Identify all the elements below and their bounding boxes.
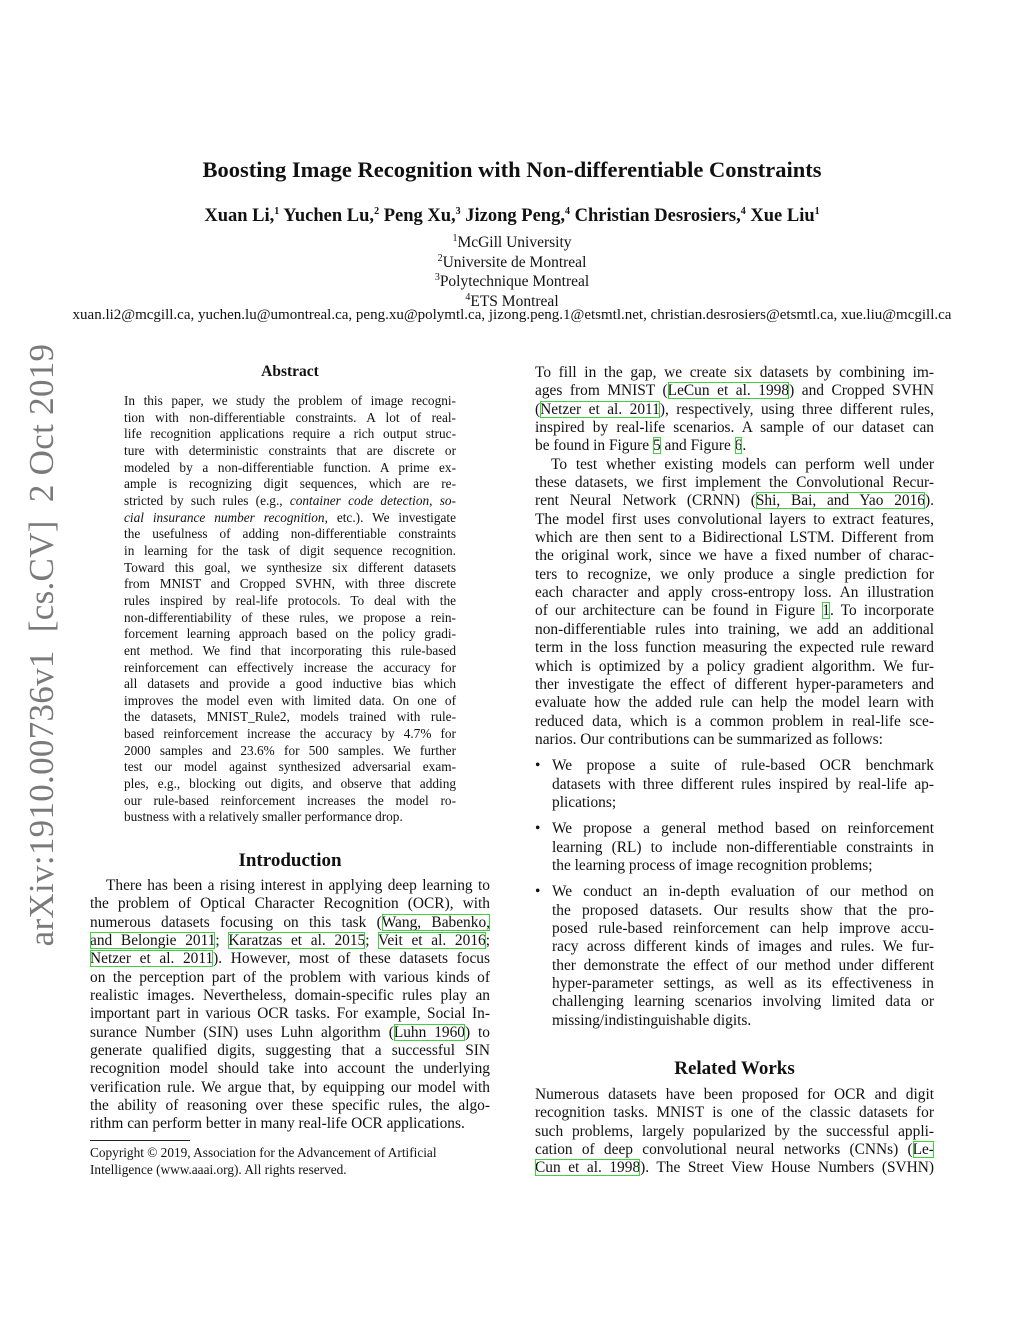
text-run: from MNIST and Cropped SVHN, with three discrete xyxy=(124,576,456,592)
text-run: stricted by such rules (e.g., xyxy=(124,492,290,508)
text-run: in learning for the task of digit sequence recognition. xyxy=(124,542,456,558)
text-run: datasets with three different rules inspired by real-life ap- xyxy=(552,775,934,793)
author-emails: xuan.li2@mcgill.ca, yuchen.lu@umontreal.ca, peng.xu@polymtl.ca, jizong.peng.1@etsmtl.net, christian.desrosiers@etsmtl.ca, xue.liu@mcgill.ca xyxy=(72,307,952,323)
text-run: life recognition applications require a rich output struc- xyxy=(124,426,456,442)
citation-link[interactable]: 5 xyxy=(652,437,661,455)
text-run: In this paper, we study the problem of image recogni- xyxy=(124,393,456,408)
affiliation-mark: 3 xyxy=(434,272,440,283)
text-run: on the perception part of the problem with various kinds of xyxy=(90,968,490,986)
footnote-rule xyxy=(90,1140,190,1141)
text-line xyxy=(535,602,934,620)
text-run: rent Neural Network (CRNN) ( xyxy=(535,492,756,510)
text-run: ) to xyxy=(465,1023,490,1041)
citation-link[interactable]: Le- xyxy=(912,1141,934,1159)
text-line xyxy=(90,895,490,913)
citation-link[interactable]: Shi, Bai, and Yao 2016 xyxy=(755,492,925,510)
text-line xyxy=(124,809,456,826)
text-line xyxy=(90,1060,490,1078)
text-run: We propose a suite of rule-based OCR benchmark xyxy=(552,757,934,775)
text-line xyxy=(124,793,456,810)
text-run: ; xyxy=(365,932,378,950)
text-run: ). However, most of these datasets focus xyxy=(213,950,490,968)
text-line xyxy=(535,419,934,437)
text-line xyxy=(90,877,490,895)
text-line xyxy=(124,643,456,660)
text-run: tion with non-differentiable constraints. A lot of real- xyxy=(124,409,456,425)
citation-link[interactable]: LeCun et al. 1998 xyxy=(667,382,790,400)
text-run: evaluate how the added rule can help the model learn with xyxy=(535,694,934,712)
text-line xyxy=(535,1104,934,1122)
text-line xyxy=(535,676,934,694)
related-works-heading: Related Works xyxy=(674,1058,795,1079)
text-run: cation of deep convolutional neural networks (CNNs) ( xyxy=(535,1141,913,1159)
text-line xyxy=(535,658,934,676)
text-run: be found in Figure xyxy=(535,437,653,455)
contribution-item xyxy=(535,820,934,875)
text-line xyxy=(124,776,456,793)
text-run: and Figure xyxy=(660,437,735,455)
text-line xyxy=(90,1144,490,1161)
text-run: modeled by a non-differentiable function. A prime ex- xyxy=(124,459,456,475)
text-run: ther demonstrate the effect of our method under different xyxy=(552,956,934,974)
affiliation-name: Polytechnique Montreal xyxy=(439,273,590,291)
affiliation-name: Universite de Montreal xyxy=(442,253,587,271)
text-run: non-differentiability of these rules, we propose a rein- xyxy=(124,609,456,625)
text-run: ) and Cropped SVHN xyxy=(789,382,934,400)
affiliation-mark: 4 xyxy=(564,206,570,217)
text-run: forcement learning approach based on the policy gradi- xyxy=(124,626,456,642)
text-run: The model first uses convolutional layers to extract features, xyxy=(535,510,934,528)
text-run: the usefulness of adding non-differentiable constraints xyxy=(124,526,456,542)
text-line xyxy=(552,794,934,812)
text-run: There has been a rising interest in applying deep learning to xyxy=(106,877,490,894)
text-line xyxy=(124,410,456,427)
paragraph-crnn xyxy=(535,456,934,750)
text-line xyxy=(90,987,490,1005)
text-line xyxy=(124,460,456,477)
affiliation-mark: 2 xyxy=(437,252,443,264)
text-line xyxy=(552,839,934,857)
text-run: reinforcement can effectively increase the accuracy for xyxy=(124,659,456,675)
text-line xyxy=(124,709,456,726)
text-line xyxy=(90,1024,490,1042)
contribution-item xyxy=(535,757,934,812)
author-name: Xue Liu xyxy=(745,206,815,227)
text-run: all datasets and provide a good inductive bias which xyxy=(124,676,456,692)
text-line xyxy=(124,560,456,577)
text-run: ture with deterministic constraints that are discrete or xyxy=(124,442,456,458)
copyright-footnote xyxy=(90,1144,490,1178)
text-run: the original work, since we have a fixed number of charac- xyxy=(535,547,934,565)
paper-title: Boosting Image Recognition with Non-differentiable Constraints xyxy=(202,157,822,182)
text-run: learning (RL) to include non-differentiable constraints in xyxy=(552,838,934,856)
text-run: which are then sent to a Bidirectional LSTM. Different from xyxy=(535,529,934,547)
text-line xyxy=(535,1123,934,1141)
text-run: , etc.). We investigate xyxy=(324,509,456,525)
text-line xyxy=(124,443,456,460)
text-run: ther investigate the effect of different hyper-parameters and xyxy=(535,675,934,693)
text-line xyxy=(124,676,456,693)
text-line xyxy=(552,902,934,920)
text-line xyxy=(124,526,456,543)
text-run: improves the model even with limited data. On one of xyxy=(124,692,456,708)
text-run: based reinforcement increase the accuracy by 4.7% for xyxy=(124,726,456,742)
text-run: verification rule. We argue that, by equipping our model with xyxy=(90,1078,490,1096)
citation-link[interactable]: Cun et al. 1998 xyxy=(535,1159,641,1177)
author-name: Peng Xu, xyxy=(379,206,456,227)
text-run: ; xyxy=(215,932,229,950)
text-run: ples, e.g., blocking out digits, and observe that adding xyxy=(124,776,456,792)
text-line xyxy=(90,1115,490,1133)
text-line xyxy=(535,713,934,731)
text-run: , xyxy=(429,492,440,508)
text-run: challenging learning scenarios involving limited data or xyxy=(552,993,934,1011)
text-line xyxy=(124,476,456,493)
text-line xyxy=(552,975,934,993)
text-run: To fill in the gap, we create six datasets by combining im- xyxy=(535,364,934,381)
text-run: ), respectively, using three different rules, xyxy=(659,400,934,418)
text-run: ). The Street View House Numbers (SVHN) xyxy=(640,1159,934,1177)
text-line xyxy=(124,743,456,760)
text-run: racy across different kinds of images and rules. We fur- xyxy=(552,938,934,956)
text-line xyxy=(535,437,934,455)
text-run: term in the loss function measuring the expected rule reward xyxy=(535,639,934,657)
author-name: Yuchen Lu, xyxy=(279,206,375,227)
text-run: ). xyxy=(925,492,934,510)
text-line xyxy=(535,584,934,602)
text-line xyxy=(552,920,934,938)
text-line xyxy=(535,621,934,639)
author-list xyxy=(0,206,1024,227)
emphasized-text: so- xyxy=(439,492,456,508)
text-run: such problems, largely popularized by the successful appli- xyxy=(535,1122,934,1140)
text-run: ent method. We find that incorporating this rule-based xyxy=(124,642,456,658)
text-run: the proposed datasets. Our results show that the pro- xyxy=(552,901,934,919)
text-line xyxy=(552,757,934,775)
text-run: ; xyxy=(485,932,490,950)
text-line xyxy=(124,493,456,510)
text-line xyxy=(90,1042,490,1060)
text-line xyxy=(90,1005,490,1023)
text-line xyxy=(535,639,934,657)
right-column xyxy=(535,364,934,1030)
related-works-body xyxy=(535,1086,934,1178)
text-line xyxy=(90,950,490,968)
text-run: realistic images. Nevertheless, domain-specific rules play an xyxy=(90,987,490,1005)
text-run: We propose a general method based on reinforcement xyxy=(552,820,934,838)
affiliation-name: McGill University xyxy=(457,234,572,252)
affiliation-mark: 1 xyxy=(274,206,280,217)
text-run: which is optimized by a policy gradient algorithm. We fur- xyxy=(535,657,934,675)
text-line xyxy=(124,426,456,443)
text-run: our rule-based reinforcement increases the model ro- xyxy=(124,792,456,808)
text-run: Copyright © 2019, Association for the Advancement of Artificial xyxy=(90,1145,437,1160)
text-line xyxy=(535,529,934,547)
citation-link[interactable]: and Belongie 2011 xyxy=(90,932,216,950)
text-line xyxy=(124,759,456,776)
citation-link[interactable]: 6 xyxy=(734,437,743,455)
abstract-body xyxy=(124,393,456,826)
arxiv-stamp: arXiv:1910.00736v1 [cs.CV] 2 Oct 2019 xyxy=(22,343,61,947)
text-line xyxy=(535,694,934,712)
affiliation-mark: 3 xyxy=(455,206,461,217)
text-line xyxy=(124,726,456,743)
text-run: hyper-parameter settings, as well as its effectiveness in xyxy=(552,975,934,992)
introduction-heading: Introduction xyxy=(238,850,342,871)
abstract-heading: Abstract xyxy=(261,363,319,380)
text-run: ages from MNIST ( xyxy=(535,382,668,400)
text-run: bustness with a relatively smaller performance drop. xyxy=(124,809,403,825)
introduction-body xyxy=(90,877,490,1134)
text-line xyxy=(535,511,934,529)
emphasized-text: container code detection xyxy=(289,492,430,508)
text-run: the datasets, MNIST_Rule2, models trained with rule- xyxy=(124,709,456,725)
text-line xyxy=(124,393,456,410)
text-run: Intelligence (www.aaai.org). All rights reserved. xyxy=(90,1162,347,1177)
text-line xyxy=(552,776,934,794)
text-line xyxy=(90,1097,490,1115)
text-run: recognition model should take into account the underlying xyxy=(90,1060,490,1078)
text-line xyxy=(90,1079,490,1097)
affiliation-mark: 2 xyxy=(374,206,380,217)
citation-link[interactable]: Netzer et al. 2011 xyxy=(540,400,660,418)
text-line xyxy=(124,510,456,527)
text-run: ters to recognize, we only produce a single prediction for xyxy=(535,565,934,583)
text-run: 2000 samples and 23.6% for 500 samples. We further xyxy=(124,742,456,758)
text-run: . To incorporate xyxy=(829,602,934,620)
text-run: To test whether existing models can perform well under xyxy=(551,455,934,473)
text-line xyxy=(535,492,934,510)
text-line xyxy=(552,993,934,1011)
text-run: the learning process of image recognition problems; xyxy=(552,856,873,874)
text-run: plications; xyxy=(552,793,617,811)
text-line xyxy=(552,938,934,956)
text-line xyxy=(124,610,456,627)
text-line xyxy=(90,914,490,932)
text-run: Toward this goal, we synthesize six different datasets xyxy=(124,559,456,575)
text-run: . xyxy=(742,437,747,455)
affiliation-mark: 1 xyxy=(814,206,820,217)
text-line xyxy=(552,883,934,901)
affiliation-name: ETS Montreal xyxy=(470,292,559,310)
text-line xyxy=(124,626,456,643)
text-line xyxy=(535,547,934,565)
text-run: reduced data, which is a common problem in real-life sce- xyxy=(535,712,934,730)
affiliation-mark: 4 xyxy=(465,291,471,303)
contribution-item xyxy=(535,883,934,1030)
text-line xyxy=(124,576,456,593)
author-name: Jizong Peng, xyxy=(460,206,565,227)
text-run: the problem of Optical Character Recognition (OCR), with xyxy=(90,895,490,913)
text-run: test our model against synthesized adversarial exam- xyxy=(124,759,456,775)
text-run: narios. Our contributions can be summarized as follows: xyxy=(535,730,883,748)
text-line xyxy=(535,1159,934,1177)
contributions-list xyxy=(535,757,934,1030)
citation-link[interactable]: Veit et al. 2016 xyxy=(377,932,486,950)
text-line xyxy=(552,857,934,875)
citation-link[interactable]: Netzer et al. 2011 xyxy=(90,950,214,968)
text-line xyxy=(535,1086,934,1104)
text-line xyxy=(535,364,934,382)
text-run: generate qualified digits, suggesting that a successful SIN xyxy=(90,1042,490,1060)
text-run: each character and apply cross-entropy loss. An illustration xyxy=(535,584,934,602)
text-run: surance Number (SIN) uses Luhn algorithm ( xyxy=(90,1023,394,1041)
author-name: Christian Desrosiers, xyxy=(569,206,741,227)
text-run: We conduct an in-depth evaluation of our method on xyxy=(552,883,934,901)
citation-link[interactable]: 1 xyxy=(822,602,830,620)
text-line xyxy=(124,693,456,710)
text-line xyxy=(124,593,456,610)
affiliation-mark: 4 xyxy=(740,206,746,217)
text-line xyxy=(535,401,934,419)
text-run: ample is recognizing digit sequences, which are re- xyxy=(124,476,456,492)
text-line xyxy=(552,820,934,838)
text-run: these datasets, we first implement the Convolutional Recur- xyxy=(535,474,934,492)
text-line xyxy=(535,474,934,492)
text-run: Numerous datasets have been proposed for OCR and digit xyxy=(535,1086,934,1103)
author-name: Xuan Li, xyxy=(204,206,275,227)
text-line xyxy=(535,456,934,474)
affiliation-mark: 1 xyxy=(452,233,458,244)
text-line xyxy=(552,957,934,975)
text-run: rithm can perform better in many real-life OCR applications. xyxy=(90,1115,465,1133)
emphasized-text: cial insurance number recognition xyxy=(124,509,325,525)
text-run: non-differentiable rules into training, we add an additional xyxy=(535,620,934,638)
text-line xyxy=(90,969,490,987)
citation-link[interactable]: Karatzas et al. 2015 xyxy=(228,932,366,950)
text-run: of our architecture can be found in Figure xyxy=(535,602,823,620)
text-run: missing/indistinguishable digits. xyxy=(552,1011,752,1029)
text-run: numerous datasets focusing on this task ( xyxy=(90,913,382,931)
citation-link[interactable]: Luhn 1960 xyxy=(393,1023,465,1041)
text-run: the ability of reasoning over these specific rules, the algo- xyxy=(90,1097,490,1115)
text-run: ( xyxy=(535,400,541,418)
text-run: rules inspired by real-life protocols. To deal with the xyxy=(124,592,456,608)
text-run: important part in various OCR tasks. For example, Social In- xyxy=(90,1005,490,1023)
text-line xyxy=(90,1161,490,1178)
text-line xyxy=(124,543,456,560)
text-line xyxy=(535,566,934,584)
text-line xyxy=(124,660,456,677)
paragraph-datasets xyxy=(535,364,934,456)
text-run: inspired by real-life scenarios. A sample of our dataset can xyxy=(535,419,934,437)
text-run: recognition tasks. MNIST is one of the classic datasets for xyxy=(535,1104,934,1122)
text-line xyxy=(90,932,490,950)
text-line xyxy=(535,731,934,749)
text-run: posed rule-based reinforcement can help improve accu- xyxy=(552,919,934,937)
citation-link[interactable]: Wang, Babenko, xyxy=(381,913,490,931)
text-line xyxy=(535,1141,934,1159)
text-line xyxy=(535,382,934,400)
text-line xyxy=(552,1012,934,1030)
